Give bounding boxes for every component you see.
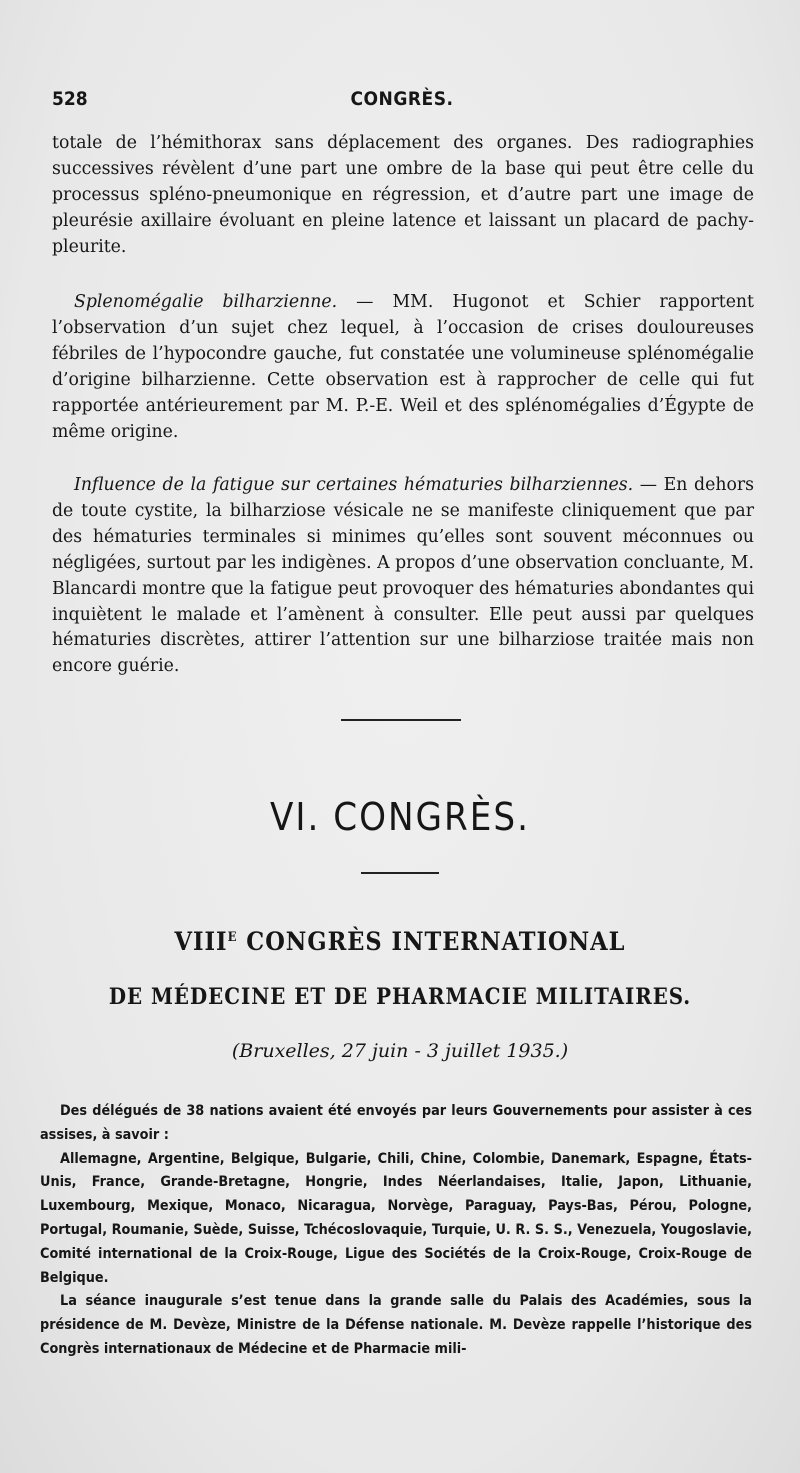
section-title: VI. CONGRÈS. bbox=[270, 795, 530, 839]
congress-title bbox=[0, 927, 800, 956]
page-number: 528 bbox=[52, 88, 88, 110]
paragraph-text: — En dehors de toute cystite, la bilharziose vésicale ne se manifeste cliniquement que par des hématuries terminales si minimes qu’elles sont souvent méconnues ou négligées, surtout par les indigènes. A propos d’une observation concluante, M. Blancardi montre que la fatigue peut provoquer des hématuries abondantes qui inquiètent le malade et l’amènent à consulter. Elle peut aussi par quelques hématuries discrètes, attirer l’attention sur une bilharziose traitée mais non encore guérie. bbox=[52, 475, 755, 677]
congress-numeral-suffix: E bbox=[227, 930, 238, 945]
running-title: CONGRÈS. bbox=[350, 88, 454, 110]
page-header bbox=[52, 88, 752, 118]
paragraph-text: totale de l’hémithorax sans déplacement des organes. Des radiographies successives révèlent d’une part une ombre de la base qui peut être celle du processus spléno-pneumonique en régression, et d’autre part une image de pleurésie axillaire évoluant en pleine latence et laissant un placard de pachy-pleurite. bbox=[52, 133, 754, 257]
nations-list-paragraph: Allemagne, Argentine, Belgique, Bulgarie, Chili, Chine, Colombie, Danemark, Espagne, États-Unis, France, Grande-Bretagne, Hongrie, Indes Néerlandaises, Italie, Japon, Lithuanie, Luxembourg, Mexique, Monaco, Nicaragua, Norvège, Paraguay, Pays-Bas, Pérou, Pologne, Portugal, Roumanie, Suède, Suisse, Tchécoslovaquie, Turquie, U. R. S. S., Venezuela, Yougoslavie, Comité international de la Croix-Rouge, Ligue des Sociétés de la Croix-Rouge, Croix-Rouge de Belgique. bbox=[40, 1150, 752, 1286]
paragraph-continuation bbox=[52, 131, 754, 261]
congress-report bbox=[40, 1100, 752, 1362]
congress-numeral: VIII bbox=[174, 927, 228, 956]
delegates-paragraph: Des délégués de 38 nations avaient été envoyés par leurs Gouvernements pour assister à ces assises, à savoir : bbox=[40, 1103, 752, 1143]
paragraph-splenomegalie bbox=[52, 290, 754, 445]
congress-place-date: (Bruxelles, 27 juin - 3 juillet 1935.) bbox=[231, 1040, 569, 1062]
inaugural-session-paragraph: La séance inaugurale s’est tenue dans la grande salle du Palais des Académies, sous la présidence de M. Devèze, Ministre de la Défense nationale. M. Devèze rappelle l’historique des Congrès internationaux de Médecine et de Pharmacie mili- bbox=[40, 1293, 752, 1357]
congress-title-text: CONGRÈS INTERNATIONAL bbox=[237, 927, 626, 956]
separator-rule bbox=[341, 719, 461, 721]
congress-title-line2: DE MÉDECINE ET DE PHARMACIE MILITAIRES. bbox=[108, 984, 692, 1010]
paragraph-influence-fatigue bbox=[52, 473, 754, 680]
separator-rule bbox=[361, 872, 439, 874]
paragraph-text: — MM. Hugonot et Schier rapportent l’observation d’un sujet chez lequel, à l’occasion de crises douloureuses fébriles de l’hypocondre gauche, fut constatée une volumineuse splénomégalie d’origine bilharzienne. Cette observation est à rapprocher de celle qui fut rapportée antérieurement par M. P.-E. Weil et des splénomégalies d’Égypte de même origine. bbox=[52, 292, 755, 442]
paragraph-lead-heading: Influence de la fatigue sur certaines hématuries bilharziennes. bbox=[74, 475, 634, 495]
paragraph-lead-heading: Splenomégalie bilharzienne. bbox=[74, 292, 338, 312]
